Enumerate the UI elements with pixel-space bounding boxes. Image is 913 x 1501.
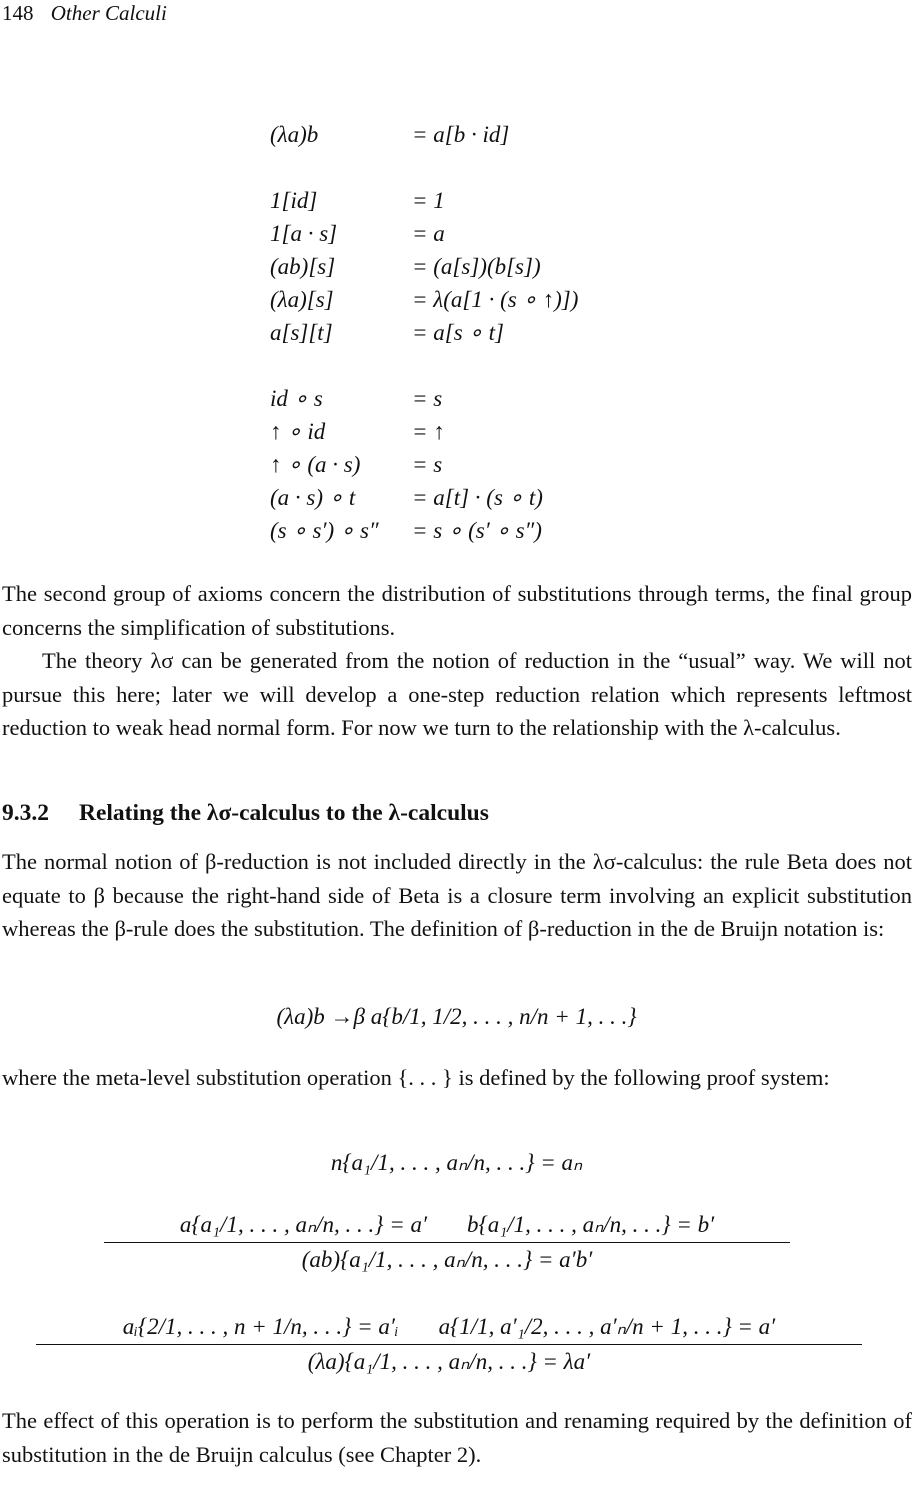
section-title: Relating the λσ-calculus to the λ-calculus (79, 800, 489, 826)
axiom-row (270, 448, 578, 481)
rule-premises (104, 1212, 790, 1242)
section-number: 9.3.2 (2, 800, 49, 826)
running-head (2, 0, 167, 26)
axiom-rhs: = 1 (412, 187, 445, 213)
axiom-rhs: = (a[s])(b[s]) (412, 253, 541, 279)
axiom-lhs: id ∘ s (270, 385, 323, 411)
chapter-title: Other Calculi (50, 1, 167, 25)
axiom-row (270, 217, 578, 250)
beta-reduction-display: (λa)b →β a{b/1, 1/2, . . . , n/n + 1, . . .} (276, 1004, 637, 1029)
paragraph-meta-substitution: where the meta-level substitution operation {. . . } is defined by the following proof system: (2, 1065, 830, 1090)
axiom-lhs: (λa)b (270, 121, 319, 147)
paragraph-theory (2, 644, 912, 745)
axiom-lhs: 1[a · s] (270, 220, 338, 246)
section-heading (2, 800, 489, 827)
axiom-row (270, 316, 578, 349)
rule-conclusion: (ab){a₁/1, . . . , aₙ/n, . . .} = a′b′ (301, 1247, 593, 1272)
axiom-lhs: (a · s) ∘ t (270, 484, 356, 510)
rule-variable: n{a₁/1, . . . , aₙ/n, . . .} = aₙ (330, 1150, 583, 1175)
axiom-lhs: (ab)[s] (270, 253, 336, 279)
premise: b{a₁/1, . . . , aₙ/n, . . .} = b′ (467, 1212, 715, 1237)
axiom-lhs: 1[id] (270, 187, 318, 213)
axiom-lhs: ↑ ∘ (a · s) (270, 451, 361, 477)
paragraph-theory-text: The theory λσ can be generated from the notion of reduction in the “usual” way. We will not pursue this here; later we will develop a one-step reduction relation which represents leftmost reduction to weak head normal form. For now we turn to the relationship with the λ-calculus. (2, 648, 912, 740)
axiom-rhs: = λ(a[1 · (s ∘ ↑)]) (412, 286, 579, 312)
axiom-row (270, 250, 578, 283)
axiom-row (270, 184, 578, 217)
axiom-rhs: = s (412, 451, 443, 477)
axiom-rhs: = a[b · id] (412, 121, 510, 147)
axiom-rhs: = s (412, 385, 443, 411)
axiom-lhs: (s ∘ s′) ∘ s″ (270, 517, 379, 543)
axiom-table (270, 118, 578, 547)
axiom-row (270, 481, 578, 514)
premise: a{a₁/1, . . . , aₙ/n, . . .} = a′ (179, 1212, 427, 1237)
axiom-row (270, 514, 578, 547)
paragraph-axiom-groups: The second group of axioms concern the distribution of substitutions through terms, the final group concerns the simplification of substitutions. (2, 581, 912, 640)
axiom-rhs: = a[s ∘ t] (412, 319, 504, 345)
axiom-row (270, 382, 578, 415)
axiom-rhs: = a[t] · (s ∘ t) (412, 484, 543, 510)
page-number: 148 (2, 1, 34, 25)
rule-abstraction (36, 1314, 862, 1375)
premise: a{1/1, a′₁/2, . . . , a′ₙ/n + 1, . . .} = a′ (438, 1314, 776, 1339)
premise: aᵢ{2/1, . . . , n + 1/n, . . .} = a′ᵢ (122, 1314, 399, 1339)
axiom-rhs: = a (412, 220, 445, 246)
paragraph-beta-notion: The normal notion of β-reduction is not included directly in the λσ-calculus: the rule Beta does not equate to β because the right-hand side of Beta is a closure term involving an explicit substitution whereas the β-rule does the substitution. The definition of β-reduction in the de Bruijn notation is: (2, 849, 912, 941)
axiom-beta (270, 118, 578, 151)
axiom-row (270, 415, 578, 448)
rule-premises (36, 1314, 862, 1344)
rule-conclusion: (λa){a₁/1, . . . , aₙ/n, . . .} = λa′ (307, 1349, 591, 1374)
rule-application (104, 1212, 790, 1273)
axiom-rhs: = s ∘ (s′ ∘ s″) (412, 517, 542, 543)
axiom-lhs: a[s][t] (270, 319, 333, 345)
axiom-lhs: ↑ ∘ id (270, 418, 326, 444)
axiom-lhs: (λa)[s] (270, 286, 334, 312)
paragraph-effect: The effect of this operation is to perform the substitution and renaming required by the definition of substitution in the de Bruijn calculus (see Chapter 2). (2, 1408, 912, 1467)
axiom-rhs: = ↑ (412, 418, 445, 444)
axiom-row (270, 283, 578, 316)
